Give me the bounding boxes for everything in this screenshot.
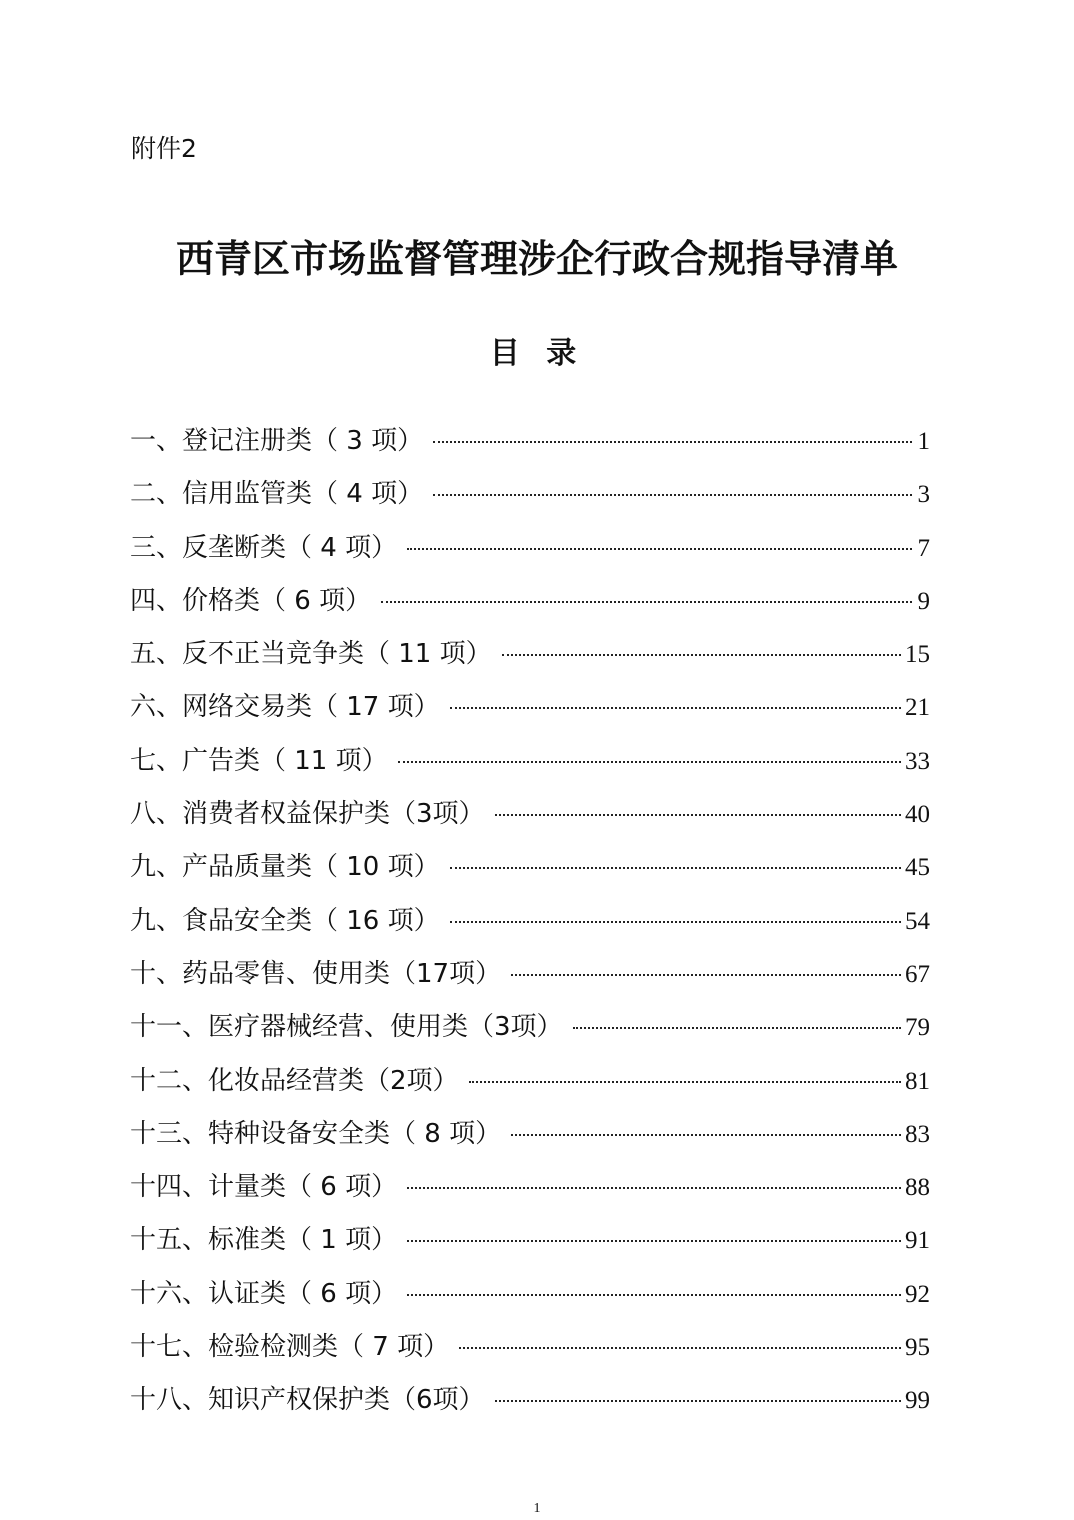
toc-entry[interactable]	[130, 1268, 930, 1321]
toc-entry-page: 54	[905, 907, 930, 935]
toc-entry-label: 五、反不正当竞争类（ 11 项）	[130, 639, 492, 670]
toc-dot-leader	[407, 548, 912, 550]
toc-dot-leader	[511, 974, 901, 976]
toc-entry-page: 88	[905, 1174, 930, 1202]
toc-entry-page: 79	[905, 1014, 930, 1042]
toc-entry-page: 81	[905, 1067, 930, 1095]
toc-entry-page: 15	[905, 641, 930, 669]
toc-entry-label: 十三、特种设备安全类（ 8 项）	[130, 1118, 502, 1149]
toc-entry-page: 92	[905, 1280, 930, 1308]
toc-entry-label: 七、广告类（ 11 项）	[130, 745, 388, 776]
toc-entry-label: 十二、化妆品经营类（2项）	[130, 1065, 459, 1096]
toc-dot-leader	[407, 1294, 901, 1296]
page-number: 1	[533, 1501, 541, 1516]
toc-entry[interactable]	[130, 788, 930, 841]
toc-dot-leader	[495, 814, 901, 816]
toc-dot-leader	[511, 1134, 901, 1136]
toc-entry-label: 十六、认证类（ 6 项）	[130, 1278, 398, 1309]
toc-entry-label: 十七、检验检测类（ 7 项）	[130, 1332, 450, 1363]
toc-entry-label: 九、食品安全类（ 16 项）	[130, 905, 440, 936]
toc-entry-page: 9	[917, 587, 930, 615]
toc-entry-page: 1	[917, 428, 930, 455]
toc-dot-leader	[433, 441, 912, 443]
toc-dot-leader	[469, 1081, 901, 1083]
toc-dot-leader	[450, 867, 901, 869]
toc-dot-leader	[407, 1240, 901, 1242]
toc-entry[interactable]	[130, 895, 930, 948]
toc-entry[interactable]	[130, 1001, 930, 1054]
toc-entry-page: 40	[905, 801, 930, 829]
toc-entry-label: 十、药品零售、使用类（17项）	[130, 958, 502, 989]
toc-entry[interactable]	[130, 1374, 930, 1427]
toc-entry[interactable]	[130, 1214, 930, 1267]
toc-entry-label: 一、登记注册类（ 3 项）	[130, 426, 424, 456]
toc-entry-page: 7	[917, 534, 930, 562]
toc-entry-label: 八、消费者权益保护类（3项）	[130, 799, 485, 830]
toc-dot-leader	[407, 1187, 901, 1189]
table-of-contents	[130, 415, 930, 1428]
toc-entry[interactable]	[130, 1161, 930, 1214]
toc-entry-page: 3	[917, 481, 930, 509]
toc-entry-label: 四、价格类（ 6 项）	[130, 585, 372, 616]
toc-dot-leader	[459, 1347, 901, 1349]
toc-dot-leader	[495, 1400, 901, 1402]
toc-entry[interactable]	[130, 628, 930, 681]
toc-entry-label: 十四、计量类（ 6 项）	[130, 1172, 398, 1203]
toc-dot-leader	[450, 921, 901, 923]
toc-entry-page: 21	[905, 694, 930, 722]
toc-entry-label: 二、信用监管类（ 4 项）	[130, 479, 424, 510]
toc-entry-page: 33	[905, 747, 930, 775]
toc-entry-page: 95	[905, 1334, 930, 1362]
toc-entry-label: 十五、标准类（ 1 项）	[130, 1225, 398, 1256]
toc-entry-label: 九、产品质量类（ 10 项）	[130, 852, 440, 883]
attachment-label: 附件2	[131, 134, 197, 163]
toc-entry[interactable]	[130, 948, 930, 1001]
toc-heading: 目 录	[489, 336, 585, 371]
toc-dot-leader	[450, 707, 901, 709]
toc-dot-leader	[433, 494, 912, 496]
toc-entry-label: 六、网络交易类（ 17 项）	[130, 692, 440, 723]
toc-entry-page: 67	[905, 960, 930, 988]
toc-entry-label: 十一、医疗器械经营、使用类（3项）	[130, 1012, 563, 1043]
toc-dot-leader	[502, 654, 901, 656]
toc-entry-page: 45	[905, 854, 930, 882]
toc-dot-leader	[381, 601, 912, 603]
toc-entry[interactable]	[130, 841, 930, 894]
toc-entry-label: 十八、知识产权保护类（6项）	[130, 1385, 485, 1416]
toc-entry[interactable]	[130, 1321, 930, 1374]
toc-dot-leader	[398, 761, 901, 763]
toc-entry[interactable]	[130, 522, 930, 575]
toc-entry[interactable]	[130, 468, 930, 521]
toc-entry-label: 三、反垄断类（ 4 项）	[130, 532, 398, 563]
toc-entry[interactable]	[130, 681, 930, 734]
toc-dot-leader	[573, 1027, 901, 1029]
toc-entry[interactable]	[130, 1108, 930, 1161]
toc-entry-page: 83	[905, 1120, 930, 1148]
toc-entry-page: 99	[905, 1387, 930, 1415]
toc-entry-page: 91	[905, 1227, 930, 1255]
toc-entry[interactable]	[130, 735, 930, 788]
toc-entry[interactable]	[130, 1055, 930, 1108]
document-title: 西青区市场监督管理涉企行政合规指导清单	[175, 236, 898, 281]
toc-entry[interactable]	[130, 415, 930, 468]
toc-entry[interactable]	[130, 575, 930, 628]
